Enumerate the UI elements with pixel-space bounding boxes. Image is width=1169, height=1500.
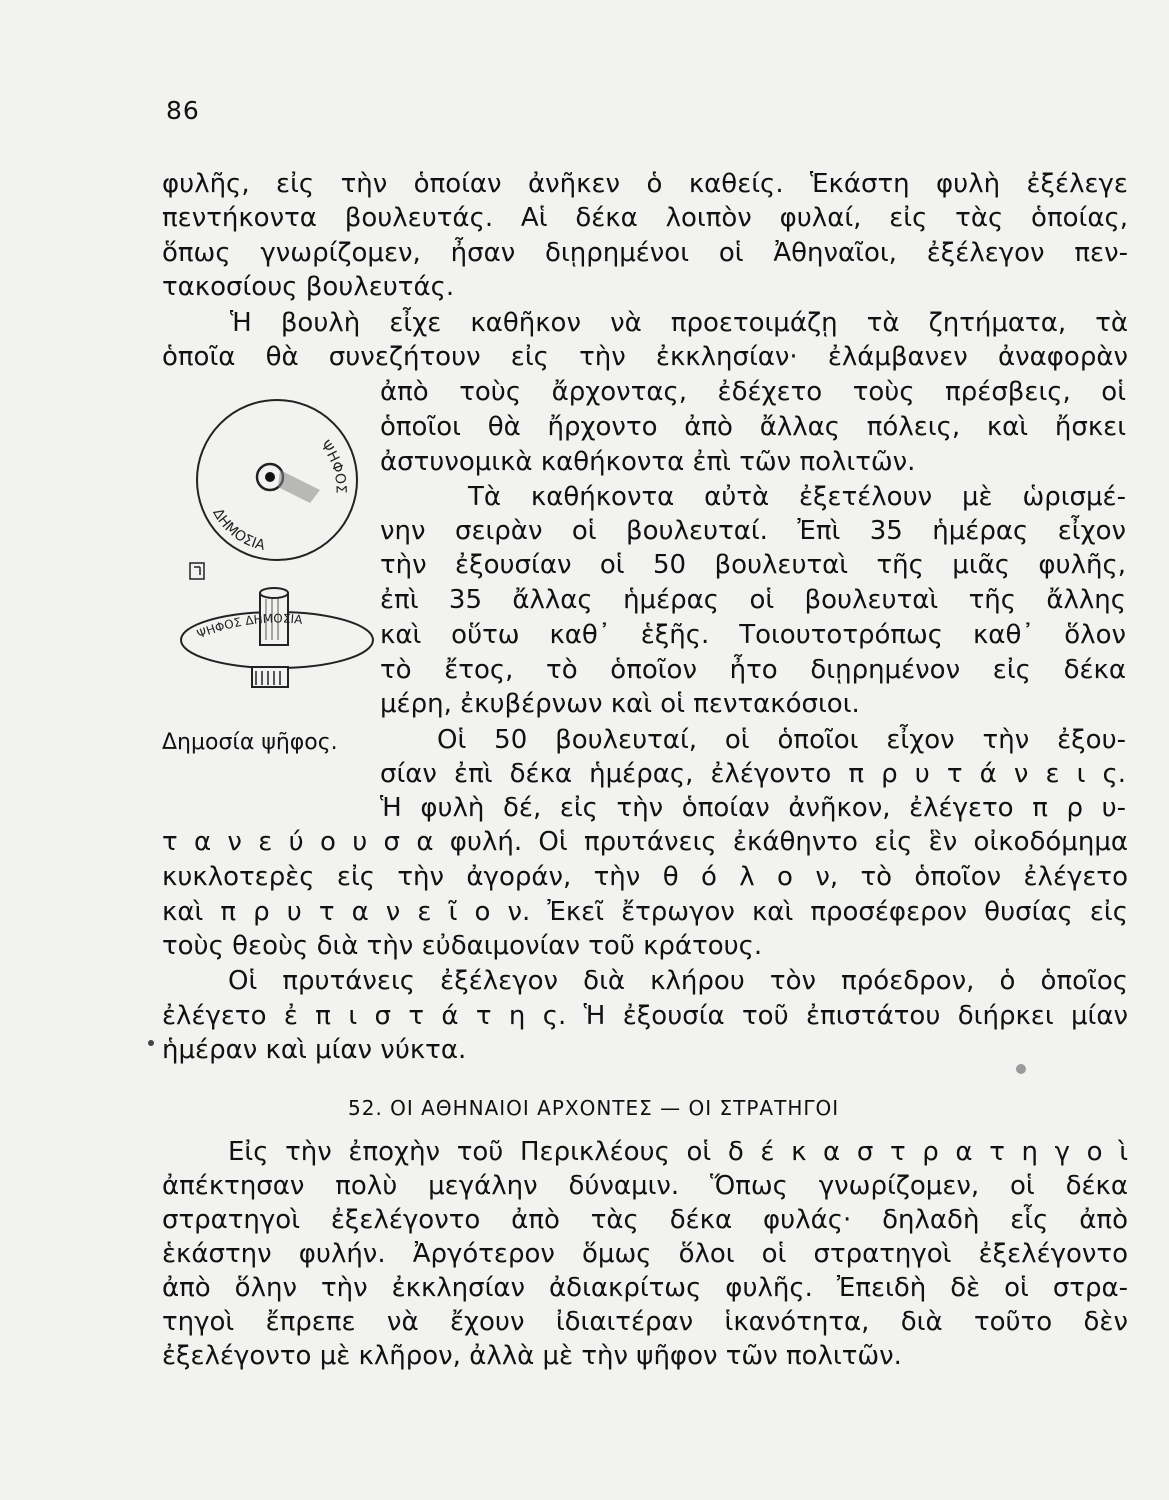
text-line: κυκλοτερὲς εἰς τὴν ἀγοράν, τὴν θ ό λ ο ν, τὸ ὁποῖον ἐλέγετο (162, 862, 1128, 892)
text-line: Τὰ καθήκοντα αὐτὰ ἐξετέλουν μὲ ὡρισμέ- (468, 482, 1126, 512)
text-line: τ α ν ε ύ ο υ σ α φυλή. Οἱ πρυτάνεις ἐκάθηντο εἰς ἓν οἰκοδόμημα (162, 827, 1128, 857)
text-line: τοὺς θεοὺς διὰ τὴν εὐδαιμονίαν τοῦ κράτους. (162, 931, 763, 961)
text-line: Εἰς τὴν ἐποχὴν τοῦ Περικλέους οἱ δ έ κ α σ τ ρ α τ η γ ο ὶ (228, 1137, 1128, 1167)
text-line: ὁποῖοι θὰ ἤρχοντο ἀπὸ ἄλλας πόλεις, καὶ ἤσκει (380, 412, 1126, 442)
disc-inscription: ΨΗΦΟΣ (316, 437, 349, 494)
text-line: ὅπως γνωρίζομεν, ἦσαν διῃρημένοι οἱ Ἀθηναῖοι, ἐξέλεγον πεν- (162, 238, 1128, 268)
print-speck (1016, 1064, 1026, 1074)
svg-text:ΨΗΦΟΣ (317, 438, 349, 494)
disc-side-inscription: ΨΗΦΟΣ ΔΗΜΟΣΙΑ (195, 611, 304, 642)
text-line: στρατηγοὶ ἐξελέγοντο ἀπὸ τὰς δέκα φυλάς· δηλαδὴ εἷς ἀπὸ (162, 1205, 1128, 1235)
text-line: ἡμέραν καὶ μίαν νύκτα. (162, 1035, 467, 1065)
text-line: Ἡ βουλὴ εἶχε καθῆκον νὰ προετοιμάζῃ τὰ ζητήματα, τὰ (230, 308, 1128, 338)
text-line: τακοσίους βουλευτάς. (162, 272, 455, 302)
text-line: μέρη, ἐκυβέρνων καὶ οἱ πεντακόσιοι. (380, 689, 860, 719)
text-line: νην σειρὰν οἱ βουλευταί. Ἐπὶ 35 ἡμέρας εἶχον (380, 516, 1126, 546)
text-line: ὁποῖα θὰ συνεζήτουν εἰς τὴν ἐκκλησίαν· ἐλάμβανεν ἀναφορὰν (162, 342, 1128, 372)
text-line: ἐπὶ 35 ἄλλας ἡμέρας οἱ βουλευταὶ τῆς ἄλλης (380, 585, 1126, 615)
text-line: φυλῆς, εἰς τὴν ὁποίαν ἀνῆκεν ὁ καθείς. Ἑκάστη φυλὴ ἐξέλεγε (162, 169, 1128, 199)
text-line: ἐλέγετο ἐ π ι σ τ ά τ η ς. Ἡ ἐξουσία τοῦ ἐπιστάτου διήρκει μίαν (162, 1001, 1128, 1031)
text-line: ἀπὸ ὅλην τὴν ἐκκλησίαν ἀδιακρίτως φυλῆς. Ἐπειδὴ δὲ οἱ στρα- (162, 1273, 1128, 1303)
text-line: ἐξελέγοντο μὲ κλῆρον, ἀλλὰ μὲ τὴν ψῆφον τῶν πολιτῶν. (162, 1341, 902, 1371)
text-line: τηγοὶ ἔπρεπε νὰ ἔχουν ἰδιαιτέραν ἱκανότητα, διὰ τοῦτο δὲν (162, 1307, 1128, 1337)
page-number: 86 (166, 96, 200, 125)
text-line: τὴν ἐξουσίαν οἱ 50 βουλευταὶ τῆς μιᾶς φυλῆς, (380, 550, 1126, 580)
section-heading: 52. ΟΙ ΑΘΗΝΑΙΟΙ ΑΡΧΟΝΤΕΣ — ΟΙ ΣΤΡΑΤΗΓΟΙ (348, 1096, 840, 1120)
text-line: ἀστυνομικὰ καθήκοντα ἐπὶ τῶν πολιτῶν. (380, 447, 916, 477)
disc-inscription: ΔΗΜΟΣΙΑ (209, 505, 267, 554)
text-line: καὶ οὕτω καθ᾽ ἑξῆς. Τοιουτοτρόπως καθ᾽ ὅλον (380, 620, 1126, 650)
text-line: Οἱ 50 βουλευταί, οἱ ὁποῖοι εἶχον τὴν ἐξου- (437, 725, 1126, 755)
text-line: ἑκάστην φυλήν. Ἀργότερον ὅμως ὅλοι οἱ στρατηγοὶ ἐξελέγοντο (162, 1239, 1128, 1269)
svg-text:ΔΗΜΟΣΙΑ (209, 506, 267, 554)
text-line: καὶ π ρ υ τ α ν ε ῖ ο ν. Ἐκεῖ ἔτρωγον καὶ προσέφερον θυσίας εἰς (162, 897, 1128, 927)
text-line: πεντήκοντα βουλευτάς. Αἱ δέκα λοιπὸν φυλαί, εἰς τὰς ὁποίας, (162, 203, 1128, 233)
text-line: τὸ ἔτος, τὸ ὁποῖον ἦτο διῃρημένον εἰς δέκα (380, 655, 1126, 685)
text-line: σίαν ἐπὶ δέκα ἡμέρας, ἐλέγοντο π ρ υ τ ά ν ε ι ς. (380, 759, 1126, 789)
text-line: ἀπὸ τοὺς ἄρχοντας, ἐδέχετο τοὺς πρέσβεις, οἱ (380, 377, 1126, 407)
ballot-disc-illustration (170, 395, 385, 715)
text-line: Οἱ πρυτάνεις ἐξέλεγον διὰ κλήρου τὸν πρόεδρον, ὁ ὁποῖος (228, 966, 1128, 996)
text-line: ἀπέκτησαν πολὺ μεγάλην δύναμιν. Ὅπως γνωρίζομεν, οἱ δέκα (162, 1171, 1128, 1201)
figure-caption: Δημοσία ψῆφος. (162, 730, 338, 755)
print-speck (148, 1040, 154, 1046)
text-line: Ἡ φυλὴ δέ, εἰς τὴν ὁποίαν ἀνῆκον, ἐλέγετο π ρ υ- (380, 793, 1126, 823)
